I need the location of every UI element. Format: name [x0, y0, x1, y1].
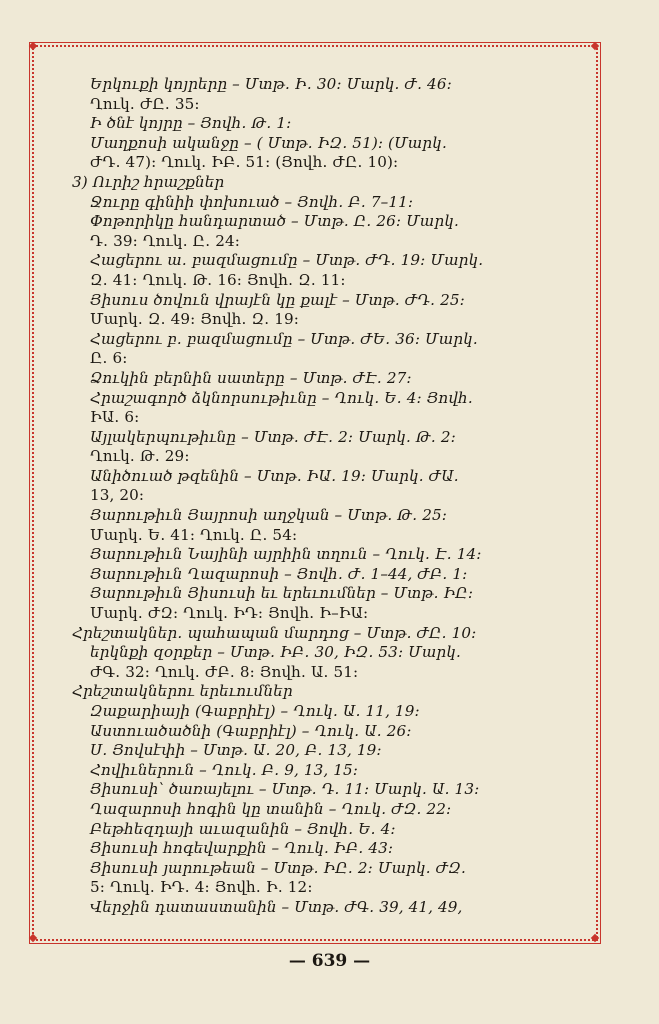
index-line: Մարկ․ Զ․ 49։ Յովհ․ Զ․ 19։	[90, 310, 300, 329]
index-line: Անիծուած թզենին – Մտթ․ ԻԱ․ 19։ Մարկ․ ԺԱ․	[90, 466, 459, 485]
index-line: Ի ծնէ կոյրը – Յովհ․ Թ․ 1։	[90, 114, 292, 133]
index-line: Յարութիւն Յայրոսի աղջկան – Մտթ․ Թ․ 25։	[90, 506, 448, 525]
index-line: Յիսուս ծովուն վրայէն կը քալէ – Մտթ․ ԺԴ․ 25։	[90, 290, 465, 309]
index-line: Հովիւներուն – Ղուկ․ Բ․ 9, 13, 15։	[90, 760, 359, 779]
index-line: ԺԴ․ 47)։ Ղուկ․ ԻԲ․ 51։ (Յովհ․ ԺԸ․ 10)։	[90, 153, 399, 172]
index-line: Զաքարիայի (Գաբրիէլ) – Ղուկ․ Ա․ 11, 19։	[90, 702, 420, 720]
index-line: Յիսուսի՝ ծառայելու – Մտթ․ Դ․ 11։ Մարկ․ Ա․ 13։	[90, 780, 480, 799]
index-line: Երկուքի կոյրերը – Մտթ․ Ի․ 30։ Մարկ․ Ժ․ 46։	[90, 75, 452, 93]
index-line: Յարութիւն Յիսուսի եւ երեւումներ – Մտթ․ ԻԸ։	[90, 584, 474, 603]
index-line: 5։ Ղուկ․ ԻԴ․ 4։ Յովհ․ Ի․ 12։	[90, 878, 313, 897]
index-line: Հացերու բ․ բազմացումը – Մտթ․ ԺԵ․ 36։ Մարկ․	[90, 329, 478, 348]
index-line: երկնքի զօրքեր – Մտթ․ ԻԲ․ 30, ԻԶ․ 53։ Մարկ․	[90, 643, 462, 662]
index-line: ԺԳ․ 32։ Ղուկ․ ԺԲ․ 8։ Յովհ․ Ա․ 51։	[90, 662, 359, 681]
index-line: Մարկ․ ԺԶ։ Ղուկ․ ԻԴ։ Յովհ․ Ի–ԻԱ։	[90, 604, 369, 623]
section-heading: 3) Ուրիշ հրաշքներ	[72, 172, 225, 191]
index-line: Ը․ 6։	[90, 349, 128, 368]
index-line: Բեթհեզդայի աւազանին – Յովհ․ Ե․ 4։	[90, 819, 396, 838]
page-number: — 639 —	[288, 951, 371, 971]
index-line: Մարկ․ Ե․ 41։ Ղուկ․ Ը․ 54։	[90, 525, 298, 544]
index-line: Աստուածածնի (Գաբրիէլ) – Ղուկ․ Ա․ 26։	[90, 721, 412, 740]
index-line: Հրեշտակներու երեւումներ	[72, 682, 293, 701]
index-line: Հրեշտակներ․ պահապան մարդոց – Մտթ․ ԺԸ․ 10։	[72, 623, 477, 642]
index-line: Փոթորիկը հանդարտած – Մտթ․ Ը․ 26։ Մարկ․	[90, 212, 460, 231]
index-line: Յիսուսի յարութեան – Մտթ․ ԻԸ․ 2։ Մարկ․ ԺԶ․	[90, 858, 467, 877]
index-line: Ջուրը գինիի փոխուած – Յովհ․ Բ․ 7–11։	[90, 192, 414, 211]
index-line: Յարութիւն Նայինի այրիին տղուն – Ղուկ․ Է․ 14։	[90, 545, 482, 564]
index-line: 13, 20։	[90, 486, 145, 505]
index-line: Յարութիւն Ղազարոսի – Յովհ․ Ժ․ 1–44, ԺԲ․ 1։	[90, 564, 468, 583]
index-line: Մաղքոսի ականջը – ( Մտթ․ ԻԶ․ 51)։ (Մարկ․	[90, 133, 448, 152]
index-line: Ղուկ․ Թ․ 29։	[90, 447, 190, 466]
index-line: ԻԱ․ 6։	[90, 408, 140, 427]
index-line: Հրաշագործ ձկնորսութիւնը – Ղուկ․ Ե․ 4։ Յովհ․	[90, 388, 473, 407]
index-line: Ձուկին բերնին սատերը – Մտթ․ ԺԷ․ 27։	[90, 368, 412, 387]
index-line: Վերջին դատաստանին – Մտթ․ ԺԳ․ 39, 41, 49,	[90, 897, 463, 916]
index-line: Ս․ Յովսէփի – Մտթ․ Ա․ 20, Բ․ 13, 19։	[90, 741, 382, 760]
index-line: Այլակերպութիւնը – Մտթ․ ԺԷ․ 2։ Մարկ․ Թ․ 2։	[90, 427, 456, 446]
index-line: Ղազարոսի հոգին կը տանին – Ղուկ․ ԺԶ․ 22։	[90, 799, 452, 818]
index-line: Յիսուսի հոգեվարքին – Ղուկ․ ԻԲ․ 43։	[90, 839, 394, 858]
index-line: Ղուկ․ ԺԸ․ 35։	[90, 94, 200, 113]
index-line: Հացերու ա․ բազմացումը – Մտթ․ ԺԴ․ 19։ Մարկ․	[90, 251, 484, 270]
index-line: Դ․ 39։ Ղուկ․ Ը․ 24։	[90, 231, 240, 250]
index-text	[72, 75, 550, 918]
index-line: Զ․ 41։ Ղուկ․ Թ․ 16։ Յովհ․ Զ․ 11։	[90, 270, 346, 289]
